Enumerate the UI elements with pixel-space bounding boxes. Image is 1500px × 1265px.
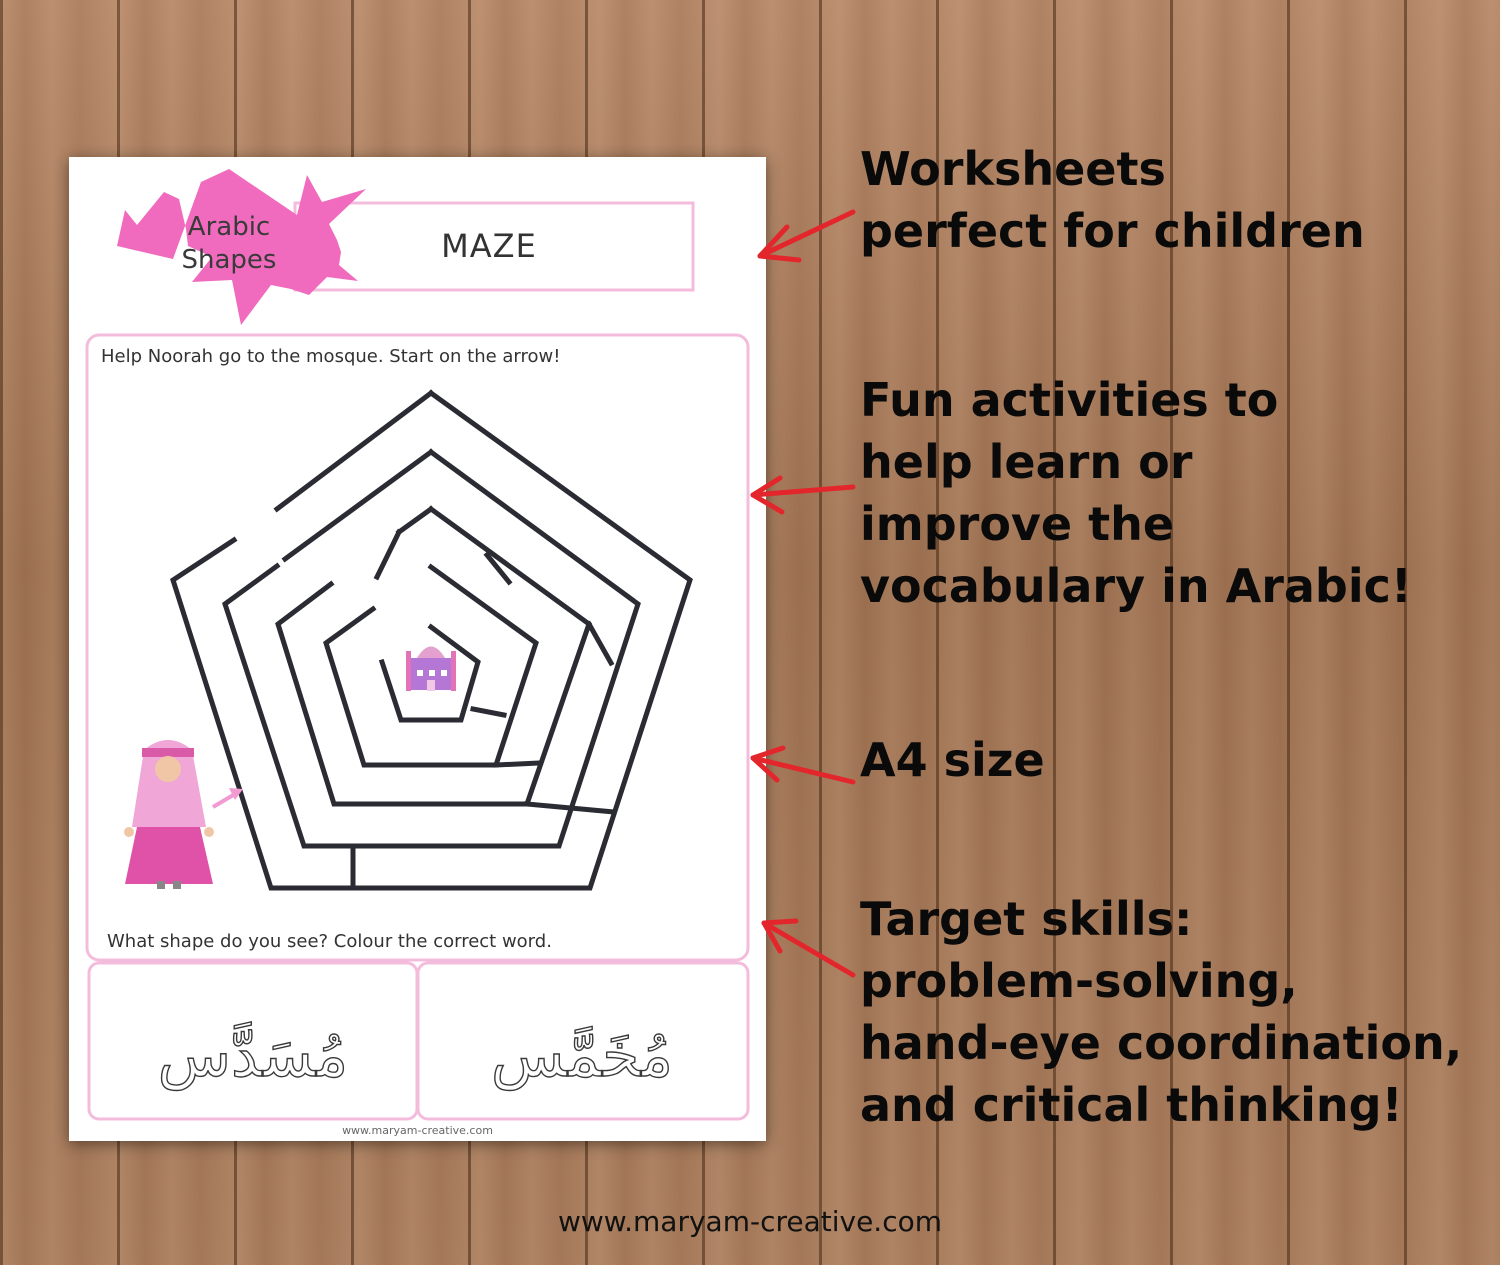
annotation-line: Target skills: (860, 892, 1193, 946)
annotation-worksheets (860, 138, 1365, 262)
worksheet-footer-url: www.maryam-creative.com (342, 1124, 493, 1137)
badge-label: Arabic Shapes (181, 212, 277, 275)
site-url[interactable]: www.maryam-creative.com (557, 1205, 942, 1238)
maze-instruction: Help Noorah go to the mosque. Start on the arrow! (101, 346, 561, 367)
annotation-line: hand-eye coordination, (860, 1016, 1463, 1070)
annotation-size (860, 729, 1045, 791)
shape-instruction: What shape do you see? Colour the correct word. (107, 931, 552, 952)
annotation-line: A4 size (860, 733, 1045, 787)
arrow-icon-3 (753, 748, 853, 782)
worksheet-title: MAZE (441, 227, 537, 265)
annotation-line: and critical thinking! (860, 1078, 1403, 1132)
annotation-line: improve the (860, 497, 1175, 551)
annotation-line: help learn or (860, 435, 1193, 489)
annotation-line: perfect for children (860, 204, 1365, 258)
annotation-skills (860, 888, 1462, 1136)
arrow-icon-4 (764, 921, 853, 975)
annotation-line: problem-solving, (860, 954, 1298, 1008)
arrow-icon-2 (753, 478, 853, 512)
annotation-line: Worksheets (860, 142, 1166, 196)
annotation-line: Fun activities to (860, 373, 1279, 427)
annotation-activities (860, 369, 1412, 617)
annotation-line: vocabulary in Arabic! (860, 559, 1412, 613)
word-option-hexagon[interactable]: مُسَدَّس (157, 1021, 349, 1091)
arrow-icon-1 (760, 212, 853, 260)
word-option-pentagon[interactable]: مُخَمَّس (490, 1021, 674, 1091)
